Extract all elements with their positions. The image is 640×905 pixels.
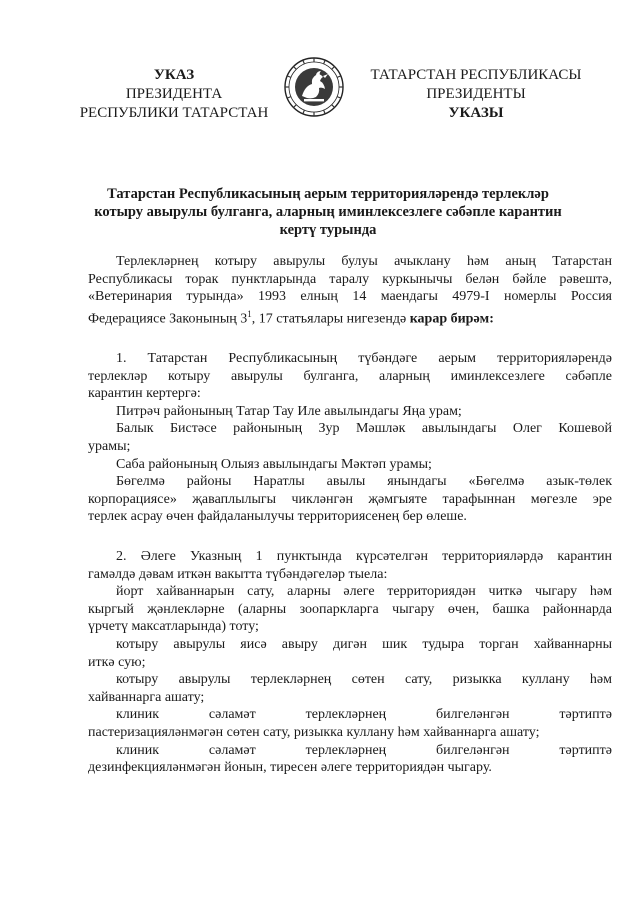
item1-line8: Бөгелмә районы Наратлы авылы янындагы «Бөгелмә азык-төлек — [116, 474, 612, 490]
header-right-tatar — [366, 66, 586, 123]
header-right-line3: УКАЗЫ — [448, 105, 504, 121]
preamble-line4-a: Федерациясе Законының 3 — [88, 311, 248, 327]
preamble-line3: «Ветеринария турында» 1993 елның 14 маендагы 4979-I номерлы Россия — [88, 289, 612, 305]
item1-line5: Балык Бистәсе районының Зур Мәшләк авылындагы Олег Кошевой — [116, 421, 612, 437]
item1-line3: карантин кертергә: — [88, 386, 201, 402]
item-2-paragraph — [88, 548, 612, 777]
preamble-superscript: 1 — [247, 308, 252, 319]
decree-title — [70, 185, 586, 239]
header-left-line2: ПРЕЗИДЕНТА — [125, 86, 223, 102]
item1-line6: урамы; — [88, 438, 131, 454]
item2-line7: иткә сую; — [88, 654, 146, 670]
item1-line10: терлек асрау өчен файдаланылучы территориясенең бер өлеше. — [88, 509, 467, 525]
item2-line1: 2. Әлеге Указның 1 пунктында күрсәтелгән территорияләрдә карантин — [116, 549, 612, 564]
title-line2: котыру авырулы булганга, аларның иминлексезлеге сәбәпле карантин — [94, 204, 562, 220]
preamble-line4-b: , 17 статьялары нигезендә — [251, 311, 410, 327]
item2-line13: дезинфекцияләнмәгән йонын, тиресен әлеге территориядән чыгару. — [88, 760, 492, 776]
preamble-line4 — [88, 306, 612, 328]
header-right-line1: ТАТАРСТАН РЕСПУБЛИКАСЫ — [370, 67, 582, 83]
preamble-line2: Республикасы торак пунктларында таралу куркынычы белән бәйле рәвештә, — [88, 271, 612, 287]
item1-line9: корпорациясе» җаваплылыгы чикләнгән җәмгыяте тарафыннан мөгезле эре — [88, 491, 612, 507]
preamble-paragraph — [88, 253, 612, 328]
item1-line2: терлекләр котыру авырулы булганга, аларның иминлексезлеге сәбәпле — [88, 368, 612, 384]
header-left-russian — [76, 66, 272, 123]
item2-line10: клиник сәламәт терлекләрнең билгеләнгән тәртиптә — [116, 707, 612, 723]
item1-line4: Питрәч районының Татар Тау Иле авылындагы Яңа урам; — [116, 403, 462, 419]
item2-line11: пастеризацияләнмәгән сөтен сату, ризыкка куллану һәм хайваннарга ашату; — [88, 724, 540, 740]
item-1-paragraph — [88, 350, 612, 526]
title-line3: кертү турында — [279, 222, 377, 238]
item2-line5: үрчетү максатларында) тоту; — [88, 619, 259, 635]
header-left-line3: РЕСПУБЛИКИ ТАТАРСТАН — [79, 105, 269, 121]
item2-line6: котыру авырулы яисә авыру дигән шик тудыра торган хайваннарны — [116, 636, 612, 652]
preamble-decision-phrase: карар бирәм: — [409, 311, 494, 327]
title-line1: Татарстан Республикасының аерым территорияләрендә терлекләр — [107, 186, 549, 202]
tatarstan-coat-of-arms-icon — [283, 56, 345, 118]
item2-line2: гамәлдә дәвам иткән вакытта түбәндәгеләр тыела: — [88, 566, 388, 582]
item1-line1: 1. Татарстан Республикасының түбәндәге аерым территорияләрендә — [116, 351, 612, 366]
preamble-line1: Терлекләрнең котыру авырулы булуы ачыклану һәм аның Татарстан — [116, 254, 612, 269]
item2-line8: котыру авырулы терлекләрнең сөтен сату, ризыкка куллану һәм — [116, 672, 612, 688]
header-right-line2: ПРЕЗИДЕНТЫ — [426, 86, 526, 102]
item2-line3: йорт хайваннарын сату, аларны әлеге территориядән читкә чыгару һәм — [116, 584, 612, 600]
item2-line12: клиник сәламәт терлекләрнең билгеләнгән тәртиптә — [116, 742, 612, 758]
item1-line7: Саба районының Олыяз авылындагы Мәктәп урамы; — [116, 456, 432, 472]
item2-line9: хайваннарга ашату; — [88, 689, 205, 705]
item2-line4: кыргый җәнлекләрне (аларны зоопаркларга чыгару өчен, башка районнарда — [88, 601, 612, 617]
header-left-line1: УКАЗ — [153, 67, 195, 83]
